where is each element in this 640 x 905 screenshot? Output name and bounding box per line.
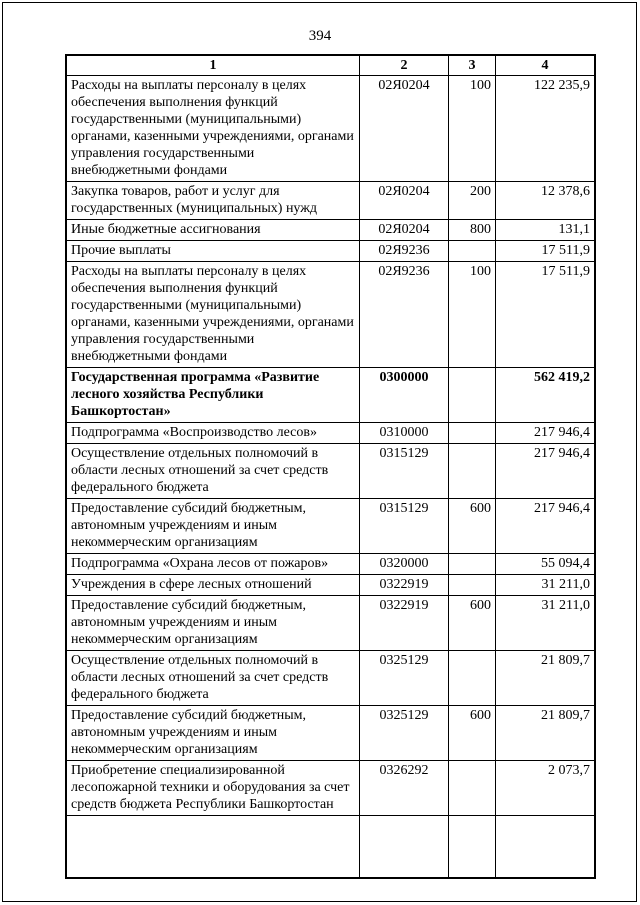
amount-cell: 21 809,7 xyxy=(496,651,596,706)
name-cell: Предоставление субсидий бюджетным, автономным учреждениям и иным некоммерческим организациям xyxy=(66,596,360,651)
code-cell: 0315129 xyxy=(360,444,449,499)
name-cell: Иные бюджетные ассигнования xyxy=(66,220,360,241)
vr-cell xyxy=(449,368,496,423)
code-cell: 0310000 xyxy=(360,423,449,444)
vr-cell: 600 xyxy=(449,499,496,554)
table-row xyxy=(66,182,595,220)
vr-cell: 800 xyxy=(449,220,496,241)
header-cell-3: 3 xyxy=(449,55,496,76)
table-row xyxy=(66,575,595,596)
name-cell: Приобретение специализированной лесопожарной техники и оборудования за счет средств бюджета Республики Башкортостан xyxy=(66,761,360,816)
amount-cell: 17 511,9 xyxy=(496,241,596,262)
code-cell: 0300000 xyxy=(360,368,449,423)
table-row xyxy=(66,816,595,879)
budget-table xyxy=(65,54,596,879)
header-cell-2: 2 xyxy=(360,55,449,76)
name-cell: Расходы на выплаты персоналу в целях обеспечения выполнения функций государственными (муниципальными) органами, казенными учреждениями, органами управления государственными внебюджетными фондами xyxy=(66,76,360,182)
amount-cell: 55 094,4 xyxy=(496,554,596,575)
vr-cell xyxy=(449,761,496,816)
vr-cell: 100 xyxy=(449,76,496,182)
amount-cell: 21 809,7 xyxy=(496,706,596,761)
code-cell: 0326292 xyxy=(360,761,449,816)
code-cell: 02Я0204 xyxy=(360,182,449,220)
name-cell: Учреждения в сфере лесных отношений xyxy=(66,575,360,596)
table-row xyxy=(66,220,595,241)
amount-cell: 131,1 xyxy=(496,220,596,241)
amount-cell: 217 946,4 xyxy=(496,499,596,554)
amount-cell: 2 073,7 xyxy=(496,761,596,816)
vr-cell: 200 xyxy=(449,182,496,220)
code-cell: 02Я0204 xyxy=(360,220,449,241)
code-cell: 02Я9236 xyxy=(360,262,449,368)
amount-cell: 122 235,9 xyxy=(496,76,596,182)
name-cell: Государственная программа «Развитие лесного хозяйства Республики Башкортостан» xyxy=(66,368,360,423)
amount-cell: 31 211,0 xyxy=(496,596,596,651)
code-cell: 0320000 xyxy=(360,554,449,575)
table-row xyxy=(66,651,595,706)
name-cell: Прочие выплаты xyxy=(66,241,360,262)
vr-cell: 100 xyxy=(449,262,496,368)
amount-cell: 562 419,2 xyxy=(496,368,596,423)
header-cell-4: 4 xyxy=(496,55,596,76)
table-body xyxy=(66,76,595,879)
code-cell: 0322919 xyxy=(360,575,449,596)
amount-cell: 217 946,4 xyxy=(496,423,596,444)
table-row xyxy=(66,241,595,262)
code-cell xyxy=(360,816,449,879)
table-header-row xyxy=(66,55,595,76)
name-cell: Подпрограмма «Воспроизводство лесов» xyxy=(66,423,360,444)
table-row xyxy=(66,368,595,423)
vr-cell: 600 xyxy=(449,706,496,761)
page-number: 394 xyxy=(308,28,332,44)
vr-cell xyxy=(449,241,496,262)
code-cell: 0322919 xyxy=(360,596,449,651)
name-cell xyxy=(66,816,360,879)
code-cell: 02Я9236 xyxy=(360,241,449,262)
table-row xyxy=(66,423,595,444)
name-cell: Закупка товаров, работ и услуг для государственных (муниципальных) нужд xyxy=(66,182,360,220)
table-row xyxy=(66,706,595,761)
vr-cell xyxy=(449,423,496,444)
header-cell-1: 1 xyxy=(66,55,360,76)
name-cell: Расходы на выплаты персоналу в целях обеспечения выполнения функций государственными (муниципальными) органами, казенными учреждениями, органами управления государственными внебюджетными фондами xyxy=(66,262,360,368)
amount-cell: 217 946,4 xyxy=(496,444,596,499)
amount-cell xyxy=(496,816,596,879)
table-row xyxy=(66,554,595,575)
table-row xyxy=(66,444,595,499)
code-cell: 0325129 xyxy=(360,706,449,761)
table-row xyxy=(66,761,595,816)
vr-cell xyxy=(449,816,496,879)
code-cell: 0325129 xyxy=(360,651,449,706)
name-cell: Осуществление отдельных полномочий в области лесных отношений за счет средств федерального бюджета xyxy=(66,651,360,706)
amount-cell: 31 211,0 xyxy=(496,575,596,596)
vr-cell xyxy=(449,444,496,499)
table-row xyxy=(66,499,595,554)
vr-cell: 600 xyxy=(449,596,496,651)
amount-cell: 17 511,9 xyxy=(496,262,596,368)
name-cell: Предоставление субсидий бюджетным, автономным учреждениям и иным некоммерческим организациям xyxy=(66,499,360,554)
amount-cell: 12 378,6 xyxy=(496,182,596,220)
code-cell: 02Я0204 xyxy=(360,76,449,182)
table-row xyxy=(66,262,595,368)
vr-cell xyxy=(449,575,496,596)
code-cell: 0315129 xyxy=(360,499,449,554)
name-cell: Осуществление отдельных полномочий в области лесных отношений за счет средств федерального бюджета xyxy=(66,444,360,499)
table-row xyxy=(66,596,595,651)
vr-cell xyxy=(449,651,496,706)
name-cell: Подпрограмма «Охрана лесов от пожаров» xyxy=(66,554,360,575)
name-cell: Предоставление субсидий бюджетным, автономным учреждениям и иным некоммерческим организациям xyxy=(66,706,360,761)
vr-cell xyxy=(449,554,496,575)
table-row xyxy=(66,76,595,182)
